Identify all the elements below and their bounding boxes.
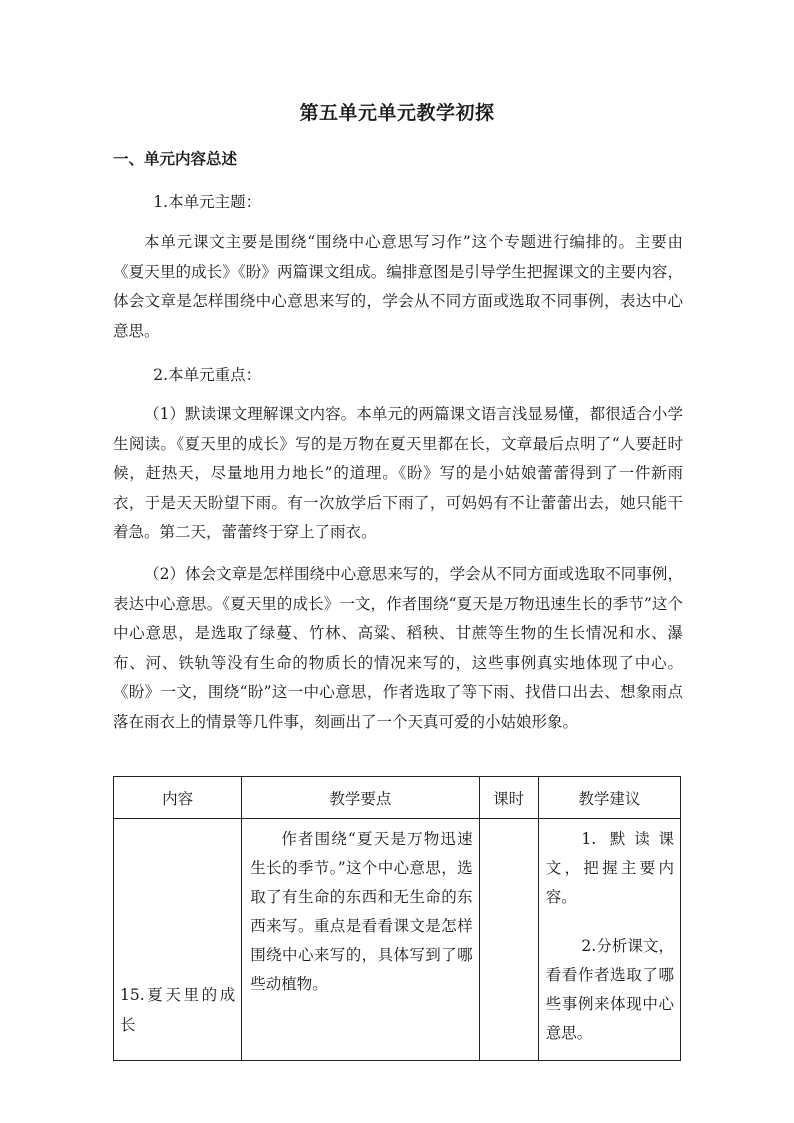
focus-label: 2.本单元重点： bbox=[153, 366, 262, 384]
suggestion-2: 2.分析课文，看看作者选取了哪些事例来体现中心意思。 bbox=[545, 937, 674, 1042]
key-points-text: 作者围绕“夏天是万物迅速生长的季节。”这个中心意思，选取了有生命的东西和无生命的东西来写。重点是看看课文是怎样围绕中心来写的，具体写到了哪些动植物。 bbox=[250, 830, 473, 993]
header-content: 内容 bbox=[114, 777, 242, 819]
focus-point-1: （1）默读课文理解课文内容。本单元的两篇课文语言浅显易懂，都很适合小学生阅读。《夏天里的成长》写的是万物在夏天里都在长，文章最后点明了“人要赶时候，赶热天，尽量地用力地长”的道理。《盼》写的是小姑娘蕾蕾得到了一件新雨衣，于是天天盼望下雨。有一次放学后下雨了，可妈妈有不让蕾蕾出去，她只能干着急。第二天，蕾蕾终于穿上了雨衣。 bbox=[113, 405, 683, 541]
focus-point-2: （2）体会文章是怎样围绕中心意思来写的，学会从不同方面或选取不同事例，表达中心意思。《夏天里的成长》一文，作者围绕“夏天是万物迅速生长的季节”这个中心意思，是选取了绿蔓、竹林、高粱、稻秧、甘蔗等生物的生长情况和水、瀑布、河、铁轨等没有生命的物质长的情况来写的，这些事例真实地体现了中心。《盼》一文，围绕“盼”这一中心意思，作者选取了等下雨、找借口出去、想象雨点落在雨衣上的情景等几件事，刻画出了一个天真可爱的小姑娘形象。 bbox=[113, 565, 683, 731]
section-heading: 一、单元内容总述 bbox=[113, 149, 238, 168]
theme-label: 1.本单元主题： bbox=[153, 193, 262, 211]
table-header-row bbox=[114, 777, 681, 819]
suggestions-cell bbox=[538, 819, 680, 1061]
lesson-table bbox=[113, 776, 681, 1061]
header-suggestions: 教学建议 bbox=[538, 777, 680, 819]
theme-paragraph: 本单元课文主要是围绕“围绕中心意思写习作”这个专题进行编排的。主要由《夏天里的成长》《盼》两篇课文组成。编排意图是引导学生把握课文的主要内容，体会文章是怎样围绕中心意思来写的，学会从不同方面或选取不同事例，表达中心意思。 bbox=[113, 233, 683, 340]
hours-cell bbox=[479, 819, 538, 1061]
suggestion-1: 1. 默读课文，把握主要内容。 bbox=[545, 830, 674, 906]
lesson-title-cell: 15.夏天里的成长 bbox=[114, 819, 242, 1061]
key-points-cell bbox=[242, 819, 479, 1061]
header-key-points: 教学要点 bbox=[242, 777, 479, 819]
header-hours: 课时 bbox=[479, 777, 538, 819]
document-title: 第五单元单元教学初探 bbox=[299, 102, 495, 124]
table-row bbox=[114, 819, 681, 1061]
